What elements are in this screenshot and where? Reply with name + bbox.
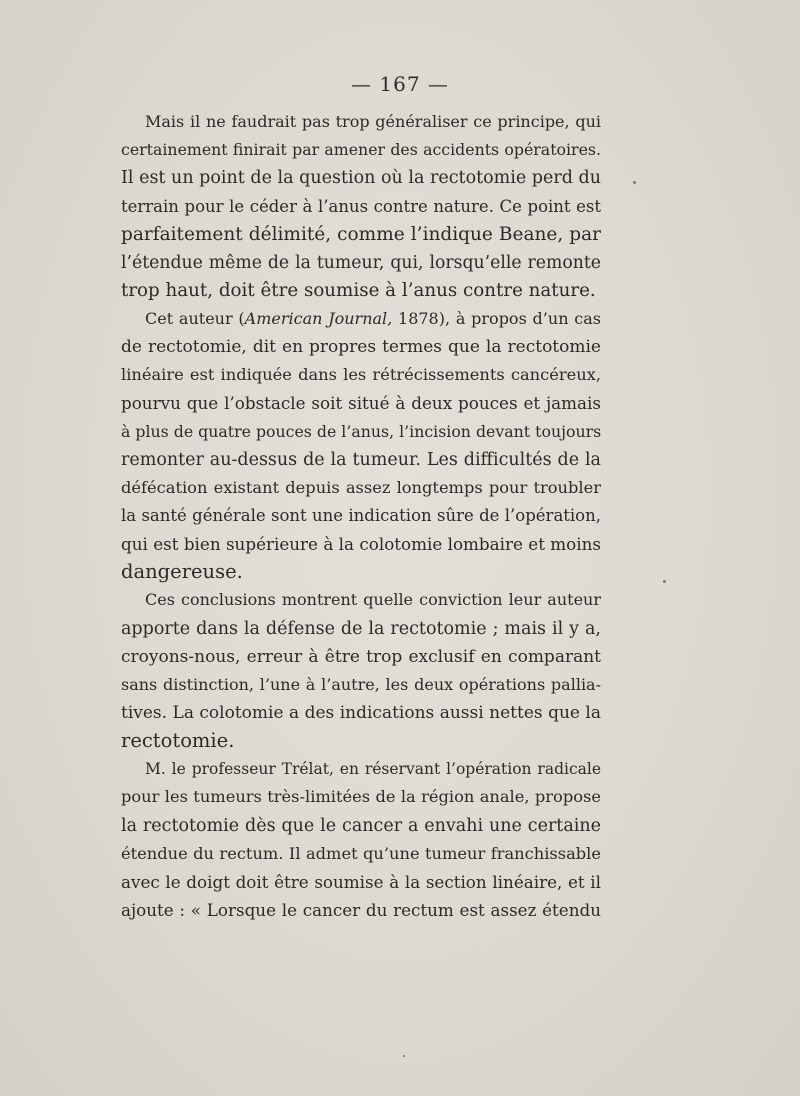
text-line: tives. La colotomie a des indications aussi nettes que la <box>121 703 601 723</box>
paper-speck <box>403 1055 405 1057</box>
text-line: étendue du rectum. Il admet qu’une tumeur franchissable <box>121 844 601 863</box>
text-line: de rectotomie, dit en propres termes que la rectotomie <box>121 337 601 357</box>
text-line: qui est bien supérieure à la colotomie lombaire et moins <box>121 534 601 554</box>
text-line: pourvu que l’obstacle soit situé à deux pouces et jamais <box>121 393 601 413</box>
text-line: Cet auteur (American Journal, 1878), à propos d’un cas <box>145 309 601 328</box>
text-line: la santé générale sont une indication sûre de l’opération, <box>121 506 601 525</box>
text-line: remonter au-dessus de la tumeur. Les difficultés de la <box>121 450 601 470</box>
text-line: terrain pour le céder à l’anus contre nature. Ce point est <box>121 197 601 216</box>
text-line: défécation existant depuis assez longtemps pour troubler <box>121 478 601 497</box>
text-line: dangereuse. <box>121 560 243 583</box>
page-number: — 167 — <box>351 72 449 96</box>
text-line: linéaire est indiquée dans les rétrécissements cancéreux, <box>121 365 601 384</box>
paper-speck <box>633 181 636 184</box>
text-line: avec le doigt doit être soumise à la section linéaire, et il <box>121 872 601 892</box>
text-line: ajoute : « Lorsque le cancer du rectum est assez étendu <box>121 900 601 920</box>
text-line: rectotomie. <box>121 729 235 752</box>
text-line: Mais il ne faudrait pas trop généraliser ce principe, qui <box>145 112 601 131</box>
text-line: M. le professeur Trélat, en réservant l’opération radicale <box>145 760 601 778</box>
text-line: trop haut, doit être soumise à l’anus contre nature. <box>121 280 596 301</box>
text-line: pour les tumeurs très-limitées de la région anale, propose <box>121 787 601 806</box>
text-line: Ces conclusions montrent quelle conviction leur auteur <box>145 590 601 609</box>
text-line: à plus de quatre pouces de l’anus, l’incision devant toujours <box>121 422 602 441</box>
text-line: Il est un point de la question où la rectotomie perd du <box>121 168 601 188</box>
paper-speck <box>663 580 666 583</box>
text-line: croyons-nous, erreur à être trop exclusif en comparant <box>121 647 601 667</box>
text-line: l’étendue même de la tumeur, qui, lorsqu’elle remonte <box>121 253 601 273</box>
text-line: la rectotomie dès que le cancer a envahi une certaine <box>121 816 601 836</box>
journal-title: American Journal, <box>244 309 393 328</box>
text-line: certainement finirait par amener des accidents opératoires. <box>121 140 601 159</box>
text-line: parfaitement délimité, comme l’indique Beane, par <box>121 224 601 245</box>
text-line: sans distinction, l’une à l’autre, les deux opérations pallia- <box>121 675 601 694</box>
text-line: apporte dans la défense de la rectotomie ; mais il y a, <box>121 619 601 639</box>
